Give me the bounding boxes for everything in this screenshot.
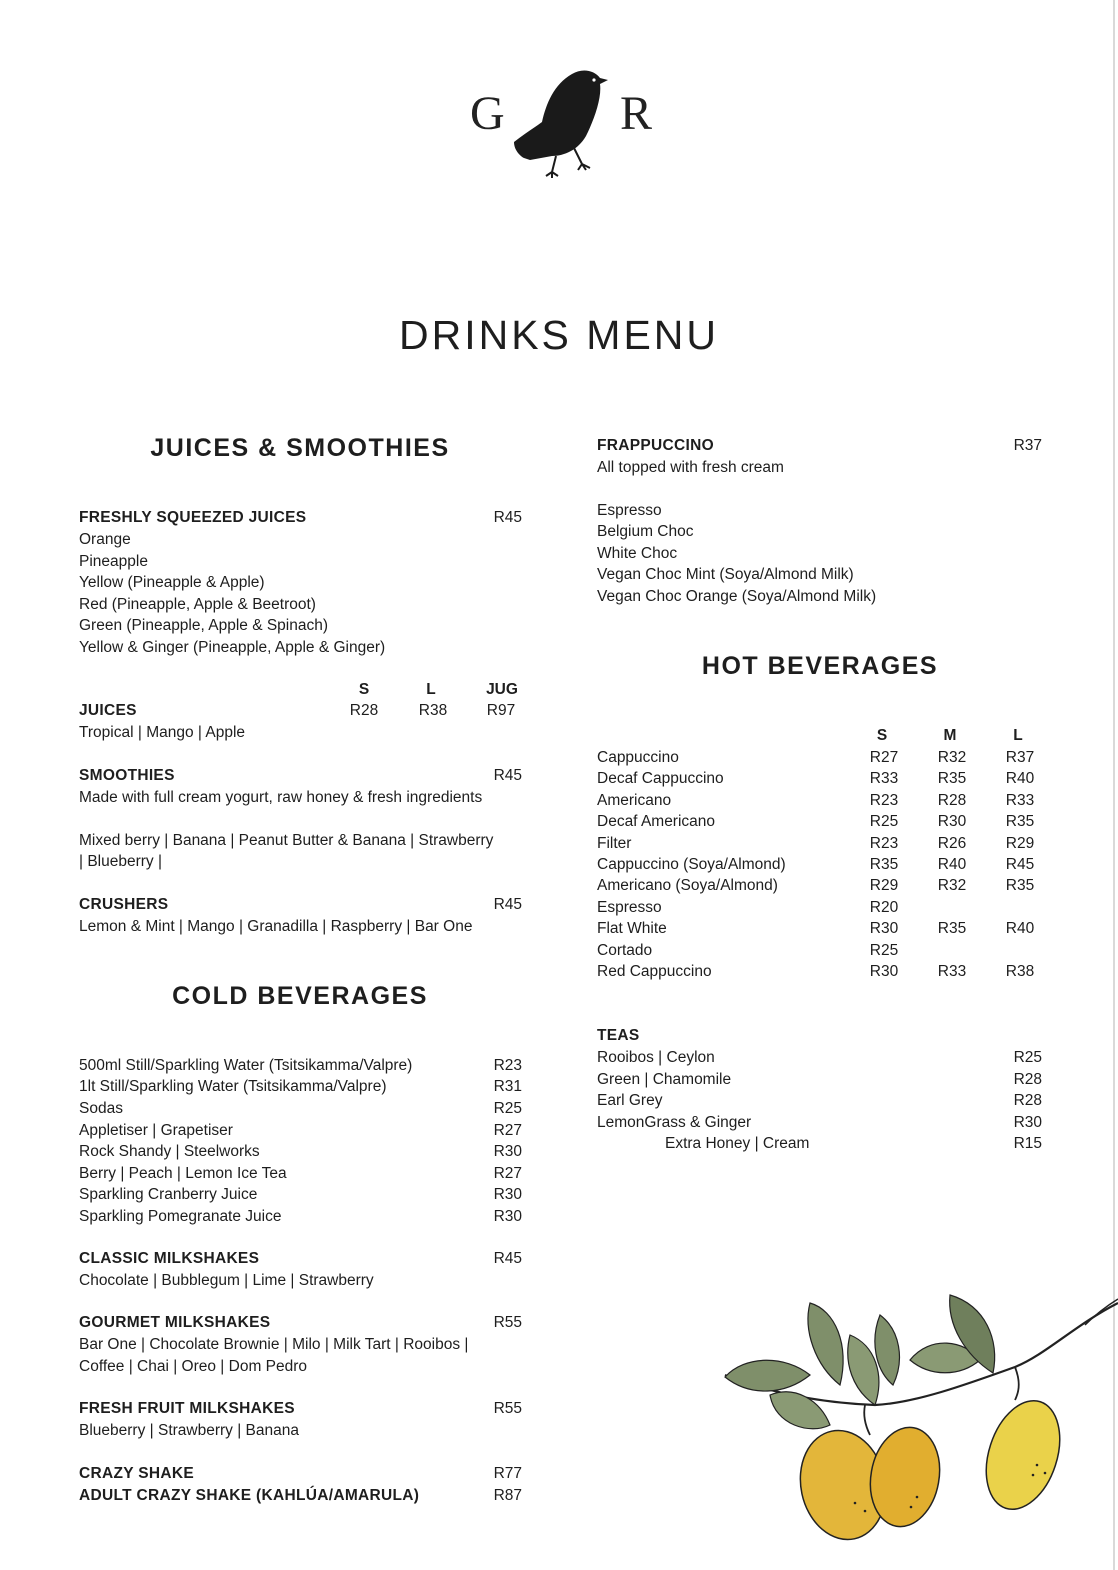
- list-item: Green | Chamomile: [597, 1071, 732, 1088]
- hot-beverage-price-m: R35: [937, 920, 967, 937]
- list-item: Yellow & Ginger (Pineapple, Apple & Ginger): [79, 639, 386, 656]
- list-item: Espresso: [597, 502, 662, 519]
- adult-crazy-shake-name: ADULT CRAZY SHAKE (KAHLÚA/AMARULA): [79, 1487, 420, 1504]
- hot-beverage-price-s: R29: [869, 877, 899, 894]
- hot-beverage-price-l: R40: [1005, 920, 1035, 937]
- fresh-fruit-milkshakes-desc: Blueberry | Strawberry | Banana: [79, 1422, 299, 1439]
- hot-beverage-name: Flat White: [597, 920, 667, 937]
- frappuccino-desc: All topped with fresh cream: [597, 459, 784, 476]
- hot-beverage-name: Red Cappuccino: [597, 963, 712, 980]
- list-item: Sodas: [79, 1100, 123, 1117]
- list-item: Sparkling Cranberry Juice: [79, 1186, 258, 1203]
- bird-logo-icon: [494, 64, 634, 180]
- list-item: Pineapple: [79, 553, 148, 570]
- hot-beverage-price-l: R29: [1005, 835, 1035, 852]
- hot-beverage-name: Americano: [597, 792, 672, 809]
- classic-milkshakes-desc: Chocolate | Bubblegum | Lime | Strawberry: [79, 1272, 374, 1289]
- hot-beverage-price-s: R35: [869, 856, 899, 873]
- hot-beverage-price-m: R30: [937, 813, 967, 830]
- list-item-price: R30: [1013, 1114, 1042, 1131]
- list-item: Belgium Choc: [597, 523, 694, 540]
- list-item-price: R31: [493, 1078, 522, 1095]
- size-header-l: L: [1013, 727, 1023, 744]
- fresh-fruit-milkshakes-name: FRESH FRUIT MILKSHAKES: [79, 1400, 295, 1417]
- crushers-price: R45: [493, 896, 522, 913]
- list-item: White Choc: [597, 545, 678, 562]
- hot-beverage-name: Espresso: [597, 899, 662, 916]
- juices-name: JUICES: [79, 702, 137, 719]
- gourmet-milkshakes-price: R55: [493, 1314, 522, 1331]
- hot-beverage-price-s: R25: [869, 942, 899, 959]
- list-item: Rooibos | Ceylon: [597, 1049, 715, 1066]
- hot-beverage-price-s: R23: [869, 792, 899, 809]
- list-item: Appletiser | Grapetiser: [79, 1122, 233, 1139]
- adult-crazy-shake-price: R87: [493, 1487, 522, 1504]
- list-item-price: R25: [1013, 1049, 1042, 1066]
- size-header-s: S: [876, 727, 888, 744]
- list-item: Vegan Choc Mint (Soya/Almond Milk): [597, 566, 854, 583]
- list-item: Berry | Peach | Lemon Ice Tea: [79, 1165, 287, 1182]
- hot-beverage-price-s: R30: [869, 920, 899, 937]
- hot-beverage-price-l: R37: [1005, 749, 1035, 766]
- hot-beverage-price-m: R32: [937, 877, 967, 894]
- hot-beverage-name: Cortado: [597, 942, 653, 959]
- list-item-price: R25: [493, 1100, 522, 1117]
- section-heading-hot-beverages: HOT BEVERAGES: [701, 652, 939, 680]
- hot-beverage-price-s: R23: [869, 835, 899, 852]
- crushers-desc: Lemon & Mint | Mango | Granadilla | Raspberry | Bar One: [79, 918, 473, 935]
- teas-heading: TEAS: [597, 1027, 640, 1044]
- juices-price-jug: R97: [486, 702, 516, 719]
- list-item-price: R23: [493, 1057, 522, 1074]
- hot-beverage-price-m: R35: [937, 770, 967, 787]
- list-item-price: R30: [493, 1143, 522, 1160]
- hot-beverage-name: Cappuccino: [597, 749, 679, 766]
- hot-beverage-price-l: R40: [1005, 770, 1035, 787]
- hot-beverage-price-m: R26: [937, 835, 967, 852]
- fresh-fruit-milkshakes-price: R55: [493, 1400, 522, 1417]
- hot-beverage-price-s: R30: [869, 963, 899, 980]
- size-header-jug: JUG: [486, 681, 518, 698]
- smoothies-flavours: Mixed berry | Banana | Peanut Butter & Banana | Strawberry: [79, 832, 494, 849]
- section-heading-juices-smoothies: JUICES & SMOOTHIES: [150, 434, 450, 462]
- list-item-price: R15: [1013, 1135, 1042, 1152]
- list-item: 1lt Still/Sparkling Water (Tsitsikamma/Valpre): [79, 1078, 387, 1095]
- list-item: Green (Pineapple, Apple & Spinach): [79, 617, 329, 634]
- hot-beverage-price-l: R45: [1005, 856, 1035, 873]
- hot-beverage-name: Cappuccino (Soya/Almond): [597, 856, 786, 873]
- gourmet-milkshakes-desc: Bar One | Chocolate Brownie | Milo | Milk Tart | Rooibos |: [79, 1336, 469, 1353]
- juices-desc: Tropical | Mango | Apple: [79, 724, 246, 741]
- list-item: Rock Shandy | Steelworks: [79, 1143, 260, 1160]
- list-item-price: R27: [493, 1165, 522, 1182]
- logo-letter-r: R: [620, 87, 653, 140]
- classic-milkshakes-price: R45: [493, 1250, 522, 1267]
- list-item-price: R30: [493, 1208, 522, 1225]
- crazy-shake-name: CRAZY SHAKE: [79, 1465, 194, 1482]
- size-header-l: L: [426, 681, 436, 698]
- size-header-s: S: [358, 681, 370, 698]
- list-item: Extra Honey | Cream: [665, 1135, 810, 1152]
- list-item: LemonGrass & Ginger: [597, 1114, 752, 1131]
- list-item-price: R28: [1013, 1092, 1042, 1109]
- list-item: Yellow (Pineapple & Apple): [79, 574, 265, 591]
- hot-beverage-name: Americano (Soya/Almond): [597, 877, 778, 894]
- hot-beverage-price-l: R35: [1005, 813, 1035, 830]
- gourmet-milkshakes-desc: Coffee | Chai | Oreo | Dom Pedro: [79, 1358, 308, 1375]
- fresh-juices-name: FRESHLY SQUEEZED JUICES: [79, 509, 307, 526]
- list-item: Sparkling Pomegranate Juice: [79, 1208, 282, 1225]
- list-item: Orange: [79, 531, 131, 548]
- frappuccino-name: FRAPPUCCINO: [597, 437, 714, 454]
- list-item: Vegan Choc Orange (Soya/Almond Milk): [597, 588, 877, 605]
- smoothies-price: R45: [493, 767, 522, 784]
- list-item-price: R30: [493, 1186, 522, 1203]
- restaurant-logo: [466, 62, 656, 180]
- fresh-juices-price: R45: [493, 509, 522, 526]
- hot-beverage-price-s: R27: [869, 749, 899, 766]
- gourmet-milkshakes-name: GOURMET MILKSHAKES: [79, 1314, 271, 1331]
- smoothies-desc: Made with full cream yogurt, raw honey & fresh ingredients: [79, 789, 483, 806]
- crazy-shake-price: R77: [493, 1465, 522, 1482]
- hot-beverage-price-s: R20: [869, 899, 899, 916]
- page-title: DRINKS MENU: [398, 312, 720, 358]
- hot-beverage-price-m: R28: [937, 792, 967, 809]
- hot-beverage-name: Filter: [597, 835, 632, 852]
- hot-beverage-price-l: R38: [1005, 963, 1035, 980]
- lemon-branch-illustration-icon: [715, 1285, 1118, 1555]
- list-item: Earl Grey: [597, 1092, 663, 1109]
- hot-beverage-name: Decaf Americano: [597, 813, 716, 830]
- classic-milkshakes-name: CLASSIC MILKSHAKES: [79, 1250, 260, 1267]
- list-item: Red (Pineapple, Apple & Beetroot): [79, 596, 316, 613]
- hot-beverage-price-m: R32: [937, 749, 967, 766]
- hot-beverage-price-s: R33: [869, 770, 899, 787]
- list-item-price: R27: [493, 1122, 522, 1139]
- section-heading-cold-beverages: COLD BEVERAGES: [172, 982, 428, 1010]
- frappuccino-price: R37: [1013, 437, 1042, 454]
- hot-beverage-price-m: R33: [937, 963, 967, 980]
- list-item: 500ml Still/Sparkling Water (Tsitsikamma/Valpre): [79, 1057, 413, 1074]
- juices-price-l: R38: [418, 702, 448, 719]
- juices-price-s: R28: [349, 702, 379, 719]
- crushers-name: CRUSHERS: [79, 896, 169, 913]
- logo-letter-g: G: [470, 87, 505, 140]
- smoothies-flavours: | Blueberry |: [79, 853, 163, 870]
- size-header-m: M: [943, 727, 957, 744]
- hot-beverage-price-l: R35: [1005, 877, 1035, 894]
- smoothies-name: SMOOTHIES: [79, 767, 175, 784]
- hot-beverage-price-s: R25: [869, 813, 899, 830]
- list-item-price: R28: [1013, 1071, 1042, 1088]
- hot-beverage-price-m: R40: [937, 856, 967, 873]
- hot-beverage-name: Decaf Cappuccino: [597, 770, 724, 787]
- hot-beverage-price-l: R33: [1005, 792, 1035, 809]
